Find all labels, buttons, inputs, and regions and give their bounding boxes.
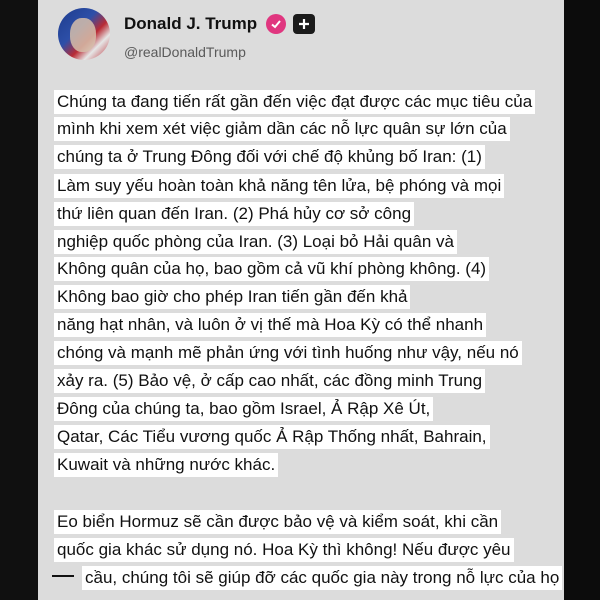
post-line: quốc gia khác sử dụng nó. Hoa Kỳ thì không! Nếu được yêu [54, 538, 514, 562]
post-line: Đông của chúng ta, bao gồm Israel, Ả Rập Xê Út, [54, 397, 433, 421]
left-background-bar [0, 0, 38, 600]
post-line: Làm suy yếu hoàn toàn khả năng tên lửa, bệ phóng và mọi [54, 174, 504, 198]
post-line: thứ liên quan đến Iran. (2) Phá hủy cơ sở công [54, 202, 414, 226]
post-line: cầu, chúng tôi sẽ giúp đỡ các quốc gia này trong nỗ lực của họ [82, 566, 562, 590]
post-line: mình khi xem xét việc giảm dần các nỗ lực quân sự lớn của [54, 117, 510, 141]
avatar-face [70, 18, 96, 52]
author-name[interactable]: Donald J. Trump [124, 14, 258, 33]
author-handle[interactable]: @realDonaldTrump [124, 44, 246, 60]
post-card [38, 0, 564, 600]
right-background-bar [564, 0, 600, 600]
post-line: Chúng ta đang tiến rất gần đến việc đạt được các mục tiêu của [54, 90, 535, 114]
post-line: chúng ta ở Trung Đông đối với chế độ khủng bố Iran: (1) [54, 145, 485, 169]
post-line: chóng và mạnh mẽ phản ứng với tình huống như vậy, nếu nó [54, 341, 522, 365]
post-line: Eo biển Hormuz sẽ cần được bảo vệ và kiểm soát, khi cần [54, 510, 501, 534]
post-line: Qatar, Các Tiểu vương quốc Ả Rập Thống nhất, Bahrain, [54, 425, 490, 449]
post-line: xảy ra. (5) Bảo vệ, ở cấp cao nhất, các đồng minh Trung [54, 369, 485, 393]
post-line: Kuwait và những nước khác. [54, 453, 278, 477]
dash-mark [52, 575, 74, 577]
avatar[interactable] [58, 8, 110, 60]
verified-badge-icon [266, 14, 286, 34]
plus-icon[interactable] [293, 14, 315, 34]
post-line: năng hạt nhân, và luôn ở vị thế mà Hoa Kỳ có thể nhanh [54, 313, 486, 337]
post-line: Không quân của họ, bao gồm cả vũ khí phòng không. (4) [54, 257, 489, 281]
post-line: nghiệp quốc phòng của Iran. (3) Loại bỏ Hải quân và [54, 230, 457, 254]
post-line: Không bao giờ cho phép Iran tiến gần đến khả [54, 285, 410, 309]
